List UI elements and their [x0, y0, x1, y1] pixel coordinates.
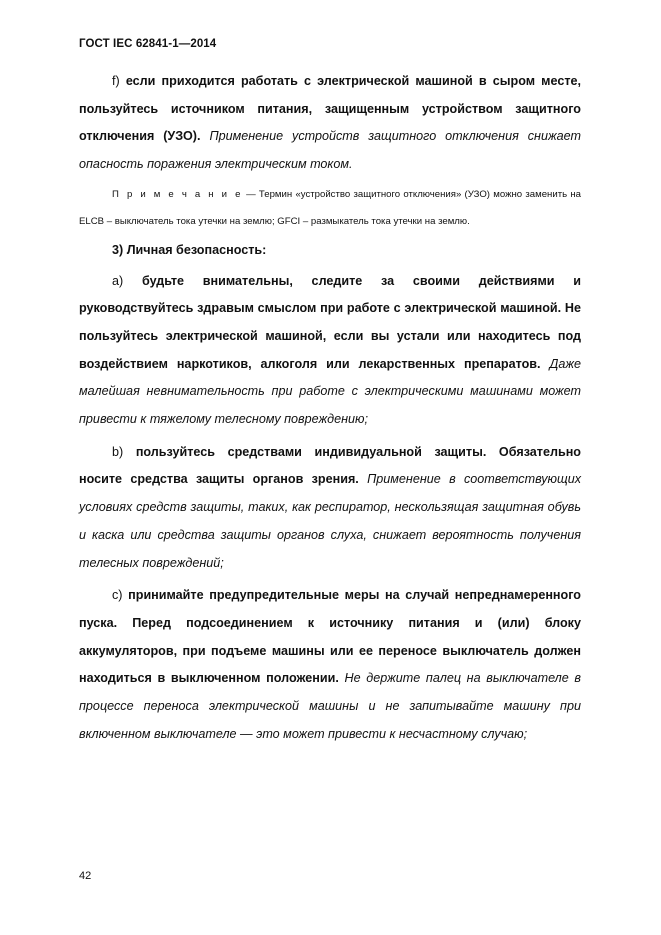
- item-c-italic-text: Не держите палец на выключателе в процессе переноса электрической машины и не запитывайте машину при включенном выключателе — это может привести к несчастному случаю;: [79, 671, 581, 741]
- note-text: — Термин «устройство защитного отключения» (УЗО) можно заменить на ELCB – выключатель тока утечки на землю; GFCI – размыкатель тока утечки на землю.: [79, 188, 581, 228]
- section-heading: 3) Личная безопасность:: [112, 242, 267, 257]
- item-a-italic-text: Даже малейшая невнимательность при работе с электрическими машинами может привести к тяжелому телесному повреждению;: [79, 356, 581, 427]
- item-b-marker: b): [112, 444, 124, 459]
- item-f-bold-text: если приходится работать с электрической машиной в сыром месте, пользуйтесь источником питания, защищенным устройством защитного отключения (УЗО).: [79, 74, 582, 144]
- item-f-italic-text: Применение устройств защитного отключения снижает опасность поражения электрическим током.: [79, 129, 582, 172]
- list-item-c: [79, 582, 581, 748]
- item-c-bold-text: принимайте предупредительные меры на случай непреднамеренного пуска. Перед подсоединением к источнику питания и (или) блоку аккумуляторов, при подъеме машины или ее переносе выключатель должен находиться в выключенном положении.: [79, 588, 581, 686]
- page-number: 42: [79, 870, 92, 882]
- item-a-marker: a): [112, 273, 124, 288]
- list-item-f: [79, 68, 581, 179]
- page-content: [79, 68, 581, 748]
- item-f-marker: f): [112, 74, 120, 88]
- list-item-a: [79, 268, 581, 434]
- list-item-b: [79, 439, 581, 578]
- item-b-bold-text: пользуйтесь средствами индивидуальной защиты. Обязательно носите средства защиты органов зрения.: [79, 444, 582, 487]
- note: [79, 181, 581, 236]
- note-label: П р и м е ч а н и е: [112, 188, 243, 200]
- document-header: ГОСТ IEC 62841-1—2014: [79, 38, 217, 50]
- item-a-bold-text: будьте внимательны, следите за своими действиями и руководствуйтесь здравым смыслом при работе с электрической машиной. Не пользуйтесь электрической машиной, если вы устали или находитесь под воздействием наркотиков, алкоголя или лекарственных препаратов.: [79, 273, 581, 371]
- item-c-marker: c): [112, 588, 123, 603]
- item-b-italic-text: Применение в соответствующих условиях средств защиты, таких, как респиратор, нескользящая защитная обувь и каска или средства защиты органов слуха, снижает вероятность получения телесных повреждений;: [79, 472, 582, 570]
